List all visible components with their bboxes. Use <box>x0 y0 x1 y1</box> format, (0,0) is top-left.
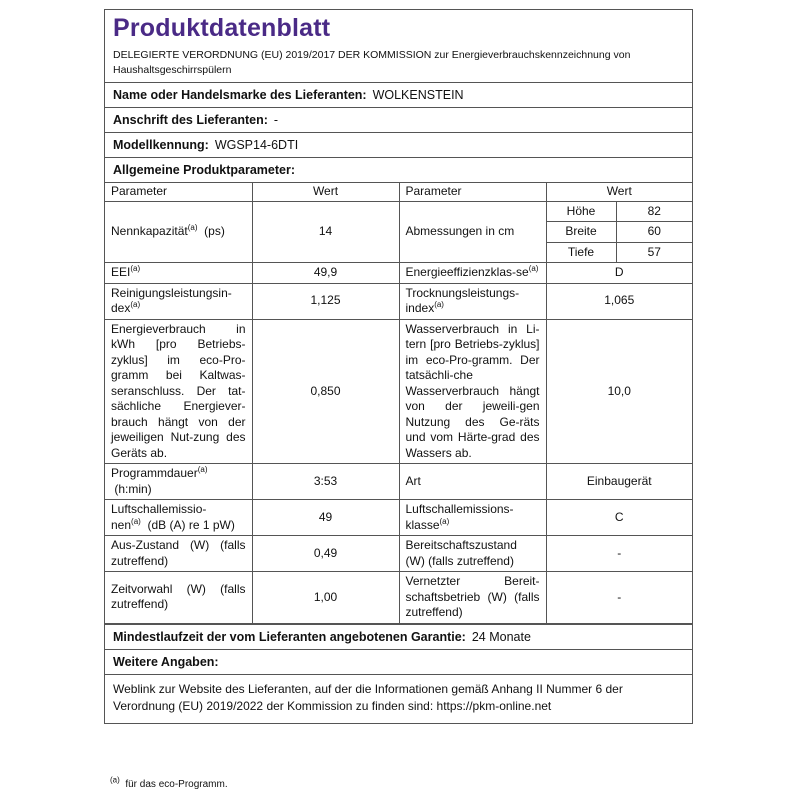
height-label: Höhe <box>546 201 616 222</box>
general-params-label: Allgemeine Produktparameter: <box>113 163 295 177</box>
supplier-label: Name oder Handelsmarke des Lieferanten: <box>113 88 367 102</box>
depth-label: Tiefe <box>546 242 616 263</box>
cleaning-value: 1,125 <box>252 283 399 319</box>
table-row <box>105 283 692 319</box>
energy-consumption-label: Energieverbrauch in kWh [pro Betriebs-zyklus] im eco-Pro-gramm bei Kaltwas-seranschluss. Der tat-sächliche Energiever-brauch hängt von der jeweiligen Nut-zung des Geräts ab. <box>105 319 252 464</box>
supplier-row <box>105 83 692 108</box>
regulation-text: DELEGIERTE VERORDNUNG (EU) 2019/2017 DER KOMMISSION zur Energieverbrauchskennzeichnung von Haushaltsgeschirrspülern <box>113 49 631 76</box>
footnote <box>110 775 228 790</box>
parameters-table <box>105 183 692 624</box>
model-label: Modellkennung: <box>113 138 209 152</box>
footnote-marker: (a) <box>110 775 120 785</box>
table-row <box>105 500 692 536</box>
warranty-row <box>105 624 692 650</box>
further-info-row <box>105 650 692 675</box>
noise-class-value: C <box>546 500 692 536</box>
weblink-text: Weblink zur Website des Lieferanten, auf der die Informationen gemäß Anhang II Nummer 6 der Verordnung (EU) 2019/2022 der Kommission zu finden sind: https://pkm-online.net <box>113 681 623 713</box>
height-value: 82 <box>616 201 692 222</box>
eei-value: 49,9 <box>252 263 399 284</box>
width-value: 60 <box>616 222 692 243</box>
duration-label: Programmdauer$^{(a)}$ (h:min) <box>105 464 252 500</box>
supplier-value: WOLKENSTEIN <box>372 88 464 102</box>
general-params-row <box>105 158 692 183</box>
standby-label: Bereitschaftszustand (W) (falls zutreffend) <box>399 536 546 572</box>
noise-value: 49 <box>252 500 399 536</box>
noise-label: Luftschallemissio- nen$^{(a)}$ (dB (A) re 1 pW) <box>105 500 252 536</box>
table-row <box>105 319 692 464</box>
width-label: Breite <box>546 222 616 243</box>
off-mode-label: Aus-Zustand (W) (falls zutreffend) <box>105 536 252 572</box>
header-value-1: Wert <box>252 183 399 201</box>
networked-standby-label: Vernetzter Bereit-schaftsbetrieb (W) (falls zutreffend) <box>399 572 546 624</box>
footnote-text: für das eco-Programm. <box>125 779 228 790</box>
noise-class-label: Luftschallemissions-klasse$^{(a)}$ <box>399 500 546 536</box>
page-title: Produktdatenblatt <box>113 14 331 42</box>
header-param-1: Parameter <box>105 183 252 201</box>
depth-value: 57 <box>616 242 692 263</box>
type-label: Art <box>399 464 546 500</box>
product-data-sheet <box>104 9 693 724</box>
table-row <box>105 572 692 624</box>
table-row <box>105 536 692 572</box>
address-value: - <box>273 113 279 127</box>
water-consumption-label: Wasserverbrauch in Li-tern [pro Betriebs-zyklus] im eco-Pro-gramm. Der tatsächli-che Wasserverbrauch hängt von der jeweili-gen Nutzung des Ge-räts und vom Härte-grad des Wassers ab. <box>399 319 546 464</box>
header-param-2: Parameter <box>399 183 546 201</box>
table-row <box>105 201 692 222</box>
table-row <box>105 263 692 284</box>
standby-value: - <box>546 536 692 572</box>
off-mode-value: 0,49 <box>252 536 399 572</box>
table-row <box>105 464 692 500</box>
delay-start-value: 1,00 <box>252 572 399 624</box>
energy-class-value: D <box>546 263 692 284</box>
capacity-label: Nennkapazität$^{(a)}$ (ps) <box>105 201 252 263</box>
further-info-label: Weitere Angaben: <box>113 654 219 669</box>
cleaning-label: Reinigungsleistungsin-dex$^{(a)}$ <box>105 283 252 319</box>
drying-value: 1,065 <box>546 283 692 319</box>
type-value: Einbaugerät <box>546 464 692 500</box>
model-value: WGSP14-6DTI <box>214 138 299 152</box>
delay-start-label: Zeitvorwahl (W) (falls zutreffend) <box>105 572 252 624</box>
duration-value: 3:53 <box>252 464 399 500</box>
warranty-value: 24 Monate <box>471 629 531 644</box>
model-row <box>105 133 692 158</box>
warranty-label: Mindestlaufzeit der vom Lieferanten angebotenen Garantie: <box>113 629 466 644</box>
energy-consumption-value: 0,850 <box>252 319 399 464</box>
eei-label: EEI$^{(a)}$ <box>105 263 252 284</box>
address-row <box>105 108 692 133</box>
networked-standby-value: - <box>546 572 692 624</box>
table-header-row <box>105 183 692 201</box>
water-consumption-value: 10,0 <box>546 319 692 464</box>
capacity-value: 14 <box>252 201 399 263</box>
header-value-2: Wert <box>546 183 692 201</box>
energy-class-label: Energieeffizienzklas-$se^{(a)}$ <box>399 263 546 284</box>
drying-label: Trocknungsleistungs-index$^{(a)}$ <box>399 283 546 319</box>
title-block <box>105 10 692 83</box>
address-label: Anschrift des Lieferanten: <box>113 113 268 127</box>
dimensions-label: Abmessungen in cm <box>399 201 546 263</box>
